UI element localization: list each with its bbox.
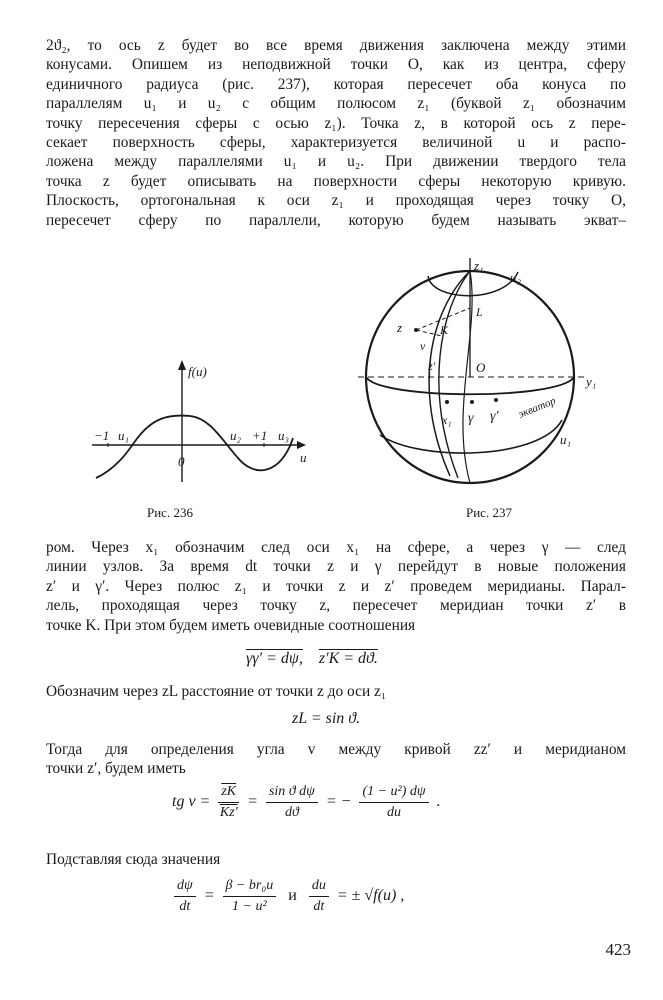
frac-num: β − br₀u (223, 878, 277, 897)
u-axis-label: u (300, 450, 307, 465)
fraction-beta (223, 878, 277, 915)
fraction-sin (266, 784, 318, 821)
v-label: v (420, 339, 426, 353)
text-line: ложена между параллелями u₁ и u₂. При движении твердого тела (46, 153, 626, 171)
f-axis-arrow (178, 360, 186, 370)
x1-label: x₁ (442, 413, 452, 427)
eq4-equals: = (203, 887, 215, 905)
eq4-and: и (288, 887, 297, 905)
u2-sphere-label: u₂ (510, 270, 522, 285)
text-line: точке K. При этом будем иметь очевидные соотношения (46, 616, 416, 634)
z-label: z (397, 320, 403, 335)
u-axis-arrow (297, 441, 306, 449)
fraction-1-u2 (359, 784, 428, 821)
figure-237-caption: Рис. 237 (466, 505, 512, 520)
origin-zero-label: 0 (178, 454, 185, 469)
figure-236-graph (88, 350, 318, 490)
L-label: L (476, 305, 483, 319)
equation-dpsi-dt (170, 878, 404, 915)
paragraph-4 (46, 740, 626, 779)
frac-den: 1 − u² (232, 899, 267, 914)
eq3-end: . (436, 793, 441, 811)
zK-line (416, 330, 442, 336)
fu-curve (96, 416, 293, 478)
eq-gamma-arc: γγ′ = dψ, (246, 650, 303, 667)
text-line: точка z будет описывать на поверхности сферы некоторую кривую. (46, 172, 626, 190)
equator (366, 377, 574, 394)
frac-num: du (309, 878, 329, 897)
eq3-lhs: tg v = (172, 793, 211, 811)
text-line: лель, проходящая через точку z, пересечет меридиан точки z′ в (46, 597, 626, 615)
frac-num: sin ϑ dψ (266, 784, 318, 803)
text-line: точку пересечения сферы с осью z₁). Точка z, в которой ось z пере- (46, 114, 626, 132)
text-line: секает поверхность сферы, характеризуется величиной u и распо- (46, 134, 626, 152)
text-line: Тогда для определения угла v между кривой zz′ и меридианом (46, 741, 626, 758)
meridian-zprime (439, 271, 470, 478)
text-line: линии узлов. За время dt точки z и γ перейдут в новые положения (46, 558, 626, 576)
u2-label: u₂ (230, 428, 242, 443)
frac-den: dϑ (284, 805, 299, 820)
text-line: конусами. Опишем из неподвижной точки O, как из центра, сферу (46, 56, 626, 74)
text-line: единичного радиуса (рис. 237), которая пересечет оба конуса по (46, 75, 626, 93)
paragraph-1 (46, 36, 626, 230)
gammaprime-label: γ′ (490, 409, 499, 424)
frac-num: $\overline{zK}$ (218, 784, 239, 803)
u1-label: u₁ (118, 428, 130, 443)
text-line: Подставляя сюда значения (46, 851, 221, 868)
paragraph-2 (46, 538, 626, 635)
frac-num: dψ (174, 878, 196, 897)
frac-den: dt (179, 899, 191, 914)
frac-den: du (387, 805, 402, 820)
text-line: параллелям u₁ и u₂ с общим полюсом z₁ (буквой z₁ обозначим (46, 95, 626, 113)
equation-tg-v (172, 784, 441, 821)
equation-zL: zL = sin ϑ. (292, 710, 361, 727)
eq3-equals: = (247, 793, 258, 811)
y1-label: y₁ (586, 374, 597, 389)
u1-sphere-label: u₁ (560, 432, 572, 447)
fraction-du-dt (309, 878, 329, 915)
fraction-zK-Kz (218, 784, 239, 821)
frac-den: dt (313, 899, 325, 914)
text-line: ром. Через x₁ обозначим след оси x₁ на сфере, а через γ — след (46, 539, 626, 556)
text-line: пересечет сферу по параллели, которую будем называть экват– (46, 211, 626, 229)
text-line: z′ и γ′. Через полюс z₁ и точки z и z′ проведем меридианы. Парал- (46, 577, 626, 595)
paragraph-5 (46, 850, 626, 869)
plus-one-label: +1 (252, 428, 268, 443)
frac-den: Kz′ (219, 805, 238, 820)
K-label: K (440, 323, 449, 337)
paragraph-3 (46, 682, 626, 701)
page-number: 423 (605, 940, 631, 959)
frac-num: (1 − u²) dψ (359, 784, 428, 803)
figure-236-caption: Рис. 236 (147, 505, 193, 520)
zprime-label: z′ (428, 359, 436, 373)
O-label: O (476, 360, 486, 375)
gamma-label: γ (468, 411, 474, 426)
u3-label: u₃ (278, 428, 290, 443)
text-line: 2ϑ₂, то ось z будет во все время движения заключена между этими (46, 37, 626, 54)
fu-label: f(u) (188, 364, 207, 379)
eq4-rhs: = ± √f(u) , (336, 887, 405, 905)
eq3-equals-minus: = − (325, 793, 352, 811)
z1-label: z₁ (474, 258, 484, 273)
fraction-dpsi-dt (174, 878, 196, 915)
figure-237-sphere (350, 250, 610, 490)
minus-one-label: −1 (94, 428, 110, 443)
text-line: точки z′, будем иметь (46, 760, 186, 778)
text-line: Обозначим через zL расстояние от точки z до оси z₁ (46, 683, 387, 700)
equation-arcs (246, 650, 378, 668)
eq-zK-arc: z′K = dϑ. (318, 650, 378, 667)
equator-label: экватор (516, 394, 558, 421)
text-line: Плоскость, ортогональная к оси z₁ и проходящая через точку O, (46, 192, 626, 210)
